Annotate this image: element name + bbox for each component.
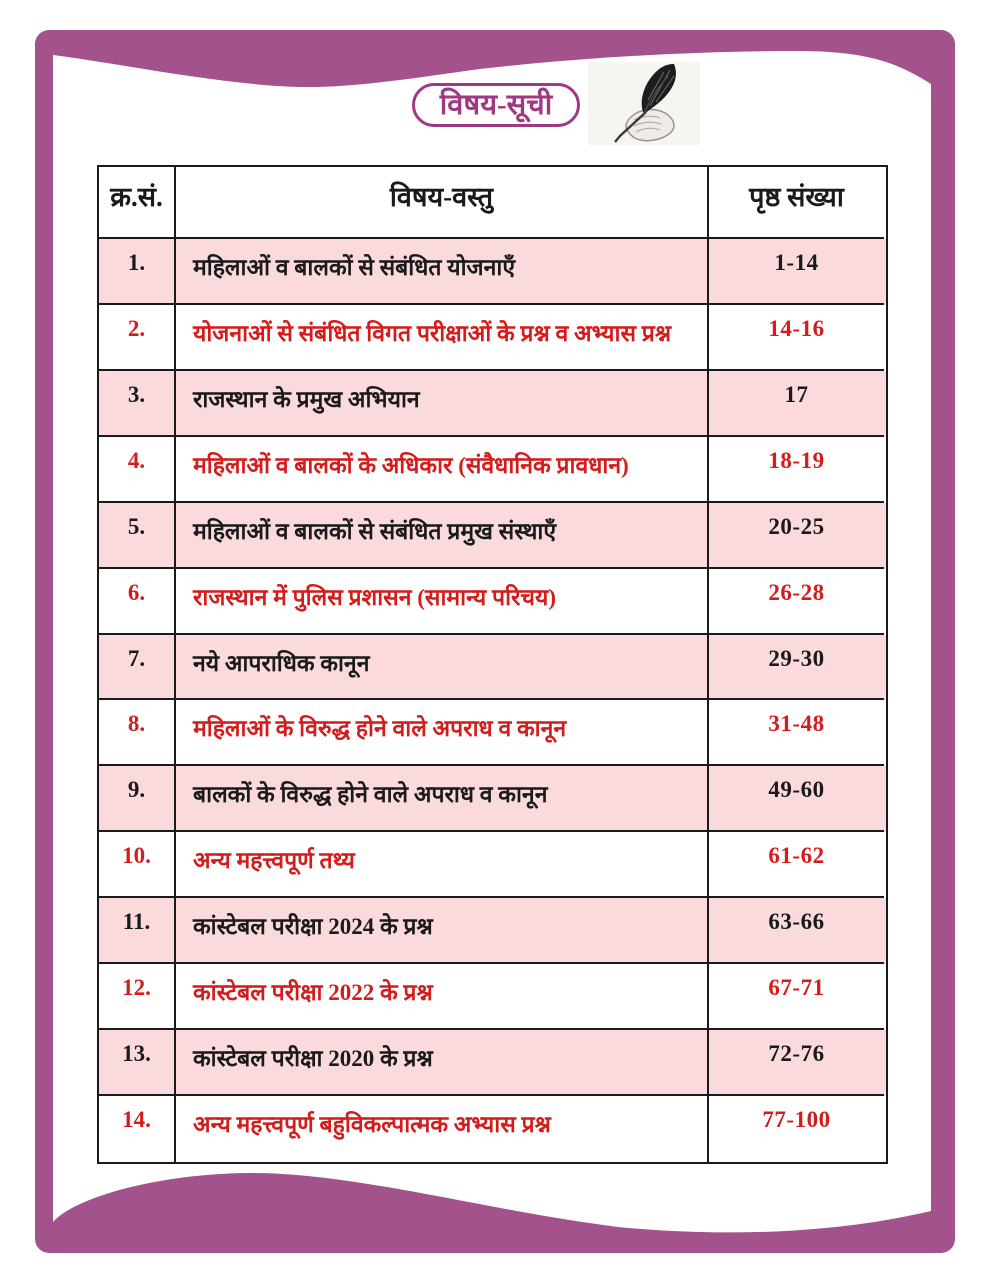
- row-page-range: 61-62: [709, 832, 884, 898]
- row-page-range: 77-100: [762, 1106, 831, 1132]
- row-serial-number: 4.: [99, 437, 176, 503]
- row-serial-number: 12.: [99, 964, 176, 1030]
- table-row: [99, 305, 886, 371]
- row-page-range: 67-71: [709, 964, 884, 1030]
- row-page-range: 31-48: [709, 700, 884, 766]
- row-subject-text: महिलाओं के विरुद्ध होने वाले अपराध व कानून: [176, 700, 709, 766]
- header-serial-label: क्र.सं.: [110, 182, 163, 212]
- header-pages-label: पृष्ठ संख्या: [749, 182, 844, 212]
- table-row: [99, 503, 886, 569]
- table-row: [99, 964, 886, 1030]
- row-subject-text: महिलाओं व बालकों से संबंधित प्रमुख संस्थाएँ: [176, 503, 709, 569]
- row-serial-number: 2.: [99, 305, 176, 371]
- header-serial-cell: [99, 167, 176, 239]
- row-serial-number: 14.: [99, 1096, 176, 1162]
- row-page-range: 26-28: [709, 569, 884, 635]
- row-page-range: 72-76: [709, 1030, 884, 1096]
- table-header-row: [99, 167, 886, 239]
- row-page-range: 17: [709, 371, 884, 437]
- row-page-range: 18-19: [709, 437, 884, 503]
- page-title-oval: [412, 83, 580, 127]
- table-row: [99, 1030, 886, 1096]
- row-subject-text: कांस्टेबल परीक्षा 2024 के प्रश्न: [176, 898, 709, 964]
- table-row: [99, 766, 886, 832]
- row-subject-text: राजस्थान में पुलिस प्रशासन (सामान्य परिचय): [176, 569, 709, 635]
- table-row: [99, 832, 886, 898]
- table-row: [99, 371, 886, 437]
- table-row: [99, 635, 886, 701]
- table-row: [99, 437, 886, 503]
- row-serial-number: 3.: [99, 371, 176, 437]
- row-serial-number: 5.: [99, 503, 176, 569]
- row-serial-number: 9.: [99, 766, 176, 832]
- header-subject-cell: [176, 167, 709, 239]
- row-page-range: 49-60: [709, 766, 884, 832]
- header-pages-cell: [709, 167, 884, 239]
- row-page-range: 20-25: [709, 503, 884, 569]
- row-serial-number: 1.: [99, 239, 176, 305]
- row-subject-text: राजस्थान के प्रमुख अभियान: [176, 371, 709, 437]
- table-row: [99, 239, 886, 305]
- row-subject-text: महिलाओं व बालकों से संबंधित योजनाएँ: [176, 239, 709, 305]
- row-subject-text: महिलाओं व बालकों के अधिकार (संवैधानिक प्रावधान): [176, 437, 709, 503]
- row-page-range: 63-66: [709, 898, 884, 964]
- row-serial-number: 7.: [99, 635, 176, 701]
- row-page-range: 14-16: [709, 305, 884, 371]
- row-page-range: 1-14: [709, 239, 884, 305]
- contents-table: [97, 165, 888, 1164]
- table-row: [99, 1096, 886, 1162]
- row-subject-text: अन्य महत्त्वपूर्ण बहुविकल्पात्मक अभ्यास प्रश्न: [176, 1096, 709, 1162]
- quill-pen-icon: [588, 62, 700, 145]
- row-serial-number: 6.: [99, 569, 176, 635]
- row-subject-text: अन्य महत्त्वपूर्ण तथ्य: [176, 832, 709, 898]
- row-subject-text: नये आपराधिक कानून: [176, 635, 709, 701]
- header-subject-label: विषय-वस्तु: [389, 182, 494, 212]
- table-row: [99, 898, 886, 964]
- row-page-range: 29-30: [709, 635, 884, 701]
- row-subject-text: कांस्टेबल परीक्षा 2020 के प्रश्न: [176, 1030, 709, 1096]
- row-subject-text: बालकों के विरुद्ध होने वाले अपराध व कानून: [176, 766, 709, 832]
- table-row: [99, 700, 886, 766]
- row-serial-number: 13.: [99, 1030, 176, 1096]
- row-serial-number: 8.: [99, 700, 176, 766]
- row-subject-text: कांस्टेबल परीक्षा 2022 के प्रश्न: [176, 964, 709, 1030]
- row-subject-text: योजनाओं से संबंधित विगत परीक्षाओं के प्रश्न व अभ्यास प्रश्न: [176, 305, 709, 371]
- page-title: विषय-सूची: [439, 88, 553, 121]
- row-serial-number: 11.: [99, 898, 176, 964]
- table-row: [99, 569, 886, 635]
- row-serial-number: 10.: [99, 832, 176, 898]
